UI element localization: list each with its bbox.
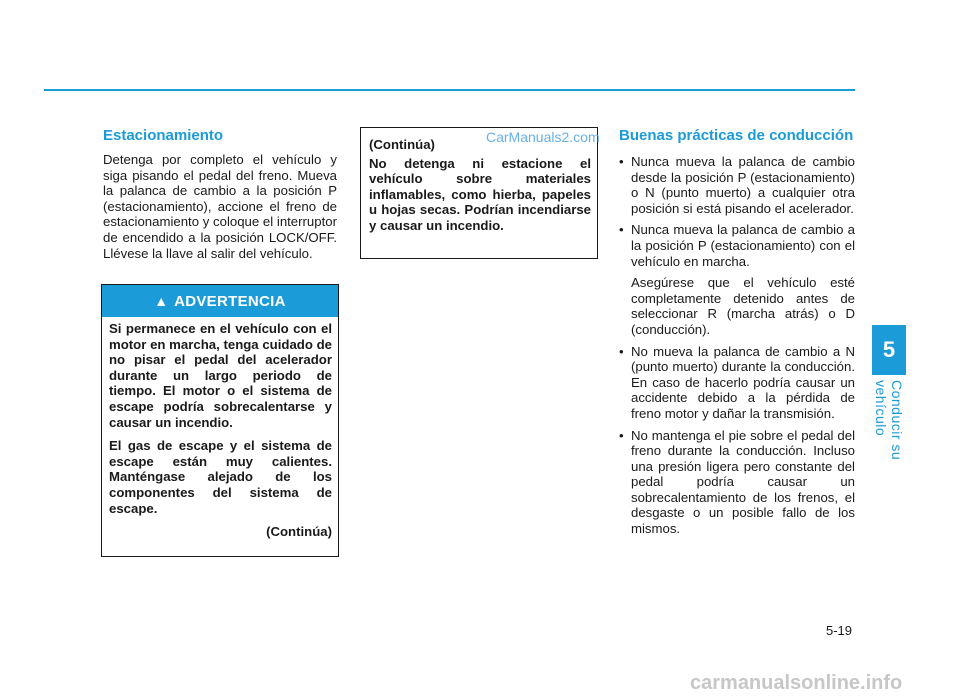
- chapter-label-container: [872, 380, 906, 520]
- page-number: 5-19: [826, 623, 853, 638]
- chapter-label: Conducir su vehículo: [873, 380, 905, 461]
- chapter-tab: [872, 325, 906, 375]
- list-item: • No mantenga el pie sobre el pedal del freno durante la conducción. Incluso una presión ligera pero constante del pedal podría causar un sobrecalentamiento de los frenos, el desgaste o un posible fallo de los mismos.: [619, 428, 855, 537]
- warning-header: [102, 285, 338, 317]
- parking-section: [103, 127, 337, 261]
- section-title-good-driving: Buenas prácticas de conducción: [619, 127, 854, 144]
- continued-warning-text: No detenga ni estacione el vehículo sobre materiales inflamables, como hierba, papeles u hojas secas. Podrían incendiarse y causar un incendio.: [369, 155, 591, 233]
- chapter-number: 5: [882, 337, 896, 362]
- header-rule: [44, 89, 855, 91]
- footer-watermark: carmanualsonline.info: [690, 672, 903, 694]
- warning-paragraph-2: El gas de escape y el sistema de escape están muy calientes. Manténgase alejado de los componentes del sistema de escape.: [109, 438, 332, 516]
- warning-box: [101, 284, 339, 557]
- list-item-note: Asegúrese que el vehículo esté completamente detenido antes de seleccionar R (marcha atrás) o D (conducción).: [631, 275, 855, 337]
- warning-body: [109, 321, 332, 540]
- list-item: • No mueva la palanca de cambio a N (punto muerto) durante la conducción. En caso de hacerlo podría causar un accidente debido a la pérdida de freno motor y dañar la transmisión.: [619, 344, 855, 422]
- list-item: • Nunca mueva la palanca de cambio desde la posición P (estacionamiento) o N (punto muerto) a cualquier otra posición si está pisando el acelerador.: [619, 154, 855, 216]
- warning-triangle-icon: ▲: [154, 293, 169, 309]
- good-driving-list: [619, 154, 855, 537]
- continued-label: (Continúa): [369, 137, 435, 152]
- watermark-carmanuals: CarManuals2.com: [486, 129, 600, 145]
- warning-continued: (Continúa): [266, 524, 332, 540]
- continued-warning-body: [369, 137, 591, 234]
- list-item: • Nunca mueva la palanca de cambio a la posición P (estacionamiento) con el vehículo en marcha.: [619, 222, 855, 269]
- parking-text: Detenga por completo el vehículo y siga pisando el pedal del freno. Mueva la palanca de cambio a la posición P (estacionamiento), accione el freno de estacionamiento y coloque el interruptor de encendido a la posición LOCK/OFF. Llévese la llave al salir del vehículo.: [103, 152, 337, 261]
- warning-paragraph-1: Si permanece en el vehículo con el motor en marcha, tenga cuidado de no pisar el pedal del acelerador durante un largo periodo de tiempo. El motor o el sistema de escape podría sobrecalentarse y causar un incendio.: [109, 321, 332, 430]
- continued-warning-box: [360, 127, 598, 259]
- section-title-parking: Estacionamiento: [103, 127, 224, 144]
- good-driving-section: [619, 127, 855, 543]
- warning-title: ADVERTENCIA: [174, 292, 286, 310]
